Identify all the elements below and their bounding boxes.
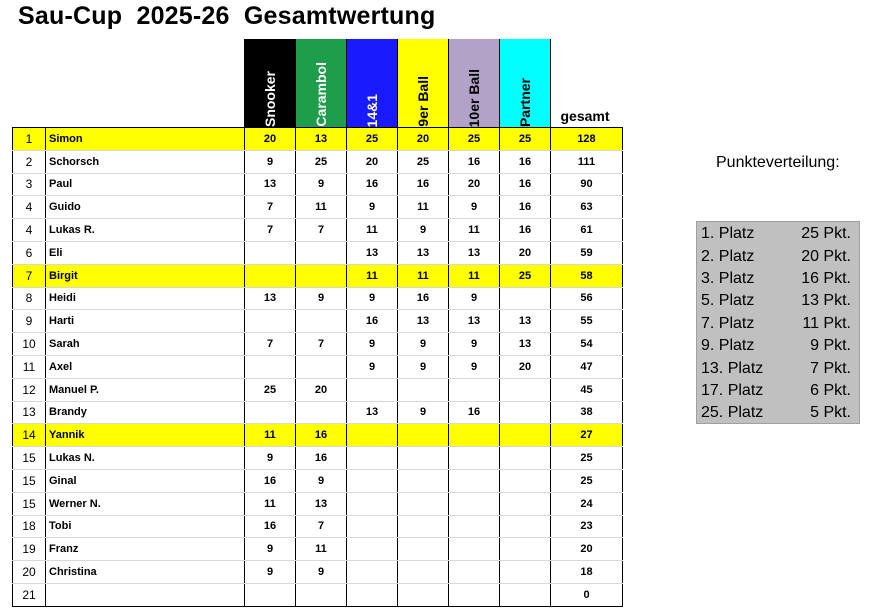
score-cell: 25: [449, 128, 500, 151]
player-name-cell: Christina: [46, 561, 245, 584]
table-row: [13, 401, 623, 424]
score-cell: [245, 264, 296, 287]
rank-cell: 8: [13, 287, 46, 310]
player-name-cell: Ginal: [46, 469, 245, 492]
score-cell: 13: [245, 287, 296, 310]
table-row: [13, 310, 623, 333]
total-cell: 47: [551, 355, 623, 378]
score-cell: 20: [296, 378, 347, 401]
total-cell: 61: [551, 219, 623, 242]
rank-cell: 15: [13, 492, 46, 515]
score-cell: 16: [398, 287, 449, 310]
rank-cell: 6: [13, 241, 46, 264]
score-cell: [245, 241, 296, 264]
rank-cell: 11: [13, 355, 46, 378]
column-header-label: 14&1: [364, 93, 380, 127]
points-value: 25 Pkt.: [801, 225, 851, 243]
player-name-cell: Heidi: [46, 287, 245, 310]
rank-cell: 15: [13, 447, 46, 470]
points-value: 13 Pkt.: [801, 292, 851, 310]
player-name-cell: Lukas N.: [46, 447, 245, 470]
score-cell: 25: [347, 128, 398, 151]
score-cell: 9: [296, 287, 347, 310]
score-cell: 9: [296, 469, 347, 492]
column-header-2: [295, 39, 346, 127]
score-cell: [500, 492, 551, 515]
score-cell: 9: [347, 333, 398, 356]
player-name-cell: Yannik: [46, 424, 245, 447]
score-cell: 13: [500, 333, 551, 356]
player-name-cell: Eli: [46, 241, 245, 264]
column-header-4: [397, 39, 448, 127]
score-cell: 11: [245, 492, 296, 515]
score-cell: [398, 447, 449, 470]
score-cell: 9: [245, 447, 296, 470]
rank-cell: 2: [13, 150, 46, 173]
player-name-cell: Werner N.: [46, 492, 245, 515]
player-name-cell: Brandy: [46, 401, 245, 424]
points-row: [697, 380, 859, 402]
table-row: [13, 128, 623, 151]
score-cell: 11: [398, 196, 449, 219]
score-cell: 9: [449, 287, 500, 310]
score-cell: [449, 424, 500, 447]
points-value: 20 Pkt.: [801, 247, 851, 265]
player-name-cell: Paul: [46, 173, 245, 196]
score-cell: 11: [449, 264, 500, 287]
total-cell: 128: [551, 128, 623, 151]
place-label: 9. Platz: [701, 337, 755, 355]
score-cell: 13: [449, 310, 500, 333]
score-cell: 13: [398, 310, 449, 333]
place-label: 13. Platz: [701, 359, 764, 377]
points-value: 9 Pkt.: [810, 337, 851, 355]
score-cell: 13: [347, 241, 398, 264]
score-cell: 20: [500, 241, 551, 264]
column-header-label: Carambol: [313, 62, 329, 127]
score-cell: [500, 515, 551, 538]
score-cell: 9: [245, 561, 296, 584]
score-cell: 9: [245, 150, 296, 173]
table-row: [13, 264, 623, 287]
points-row: [697, 223, 859, 245]
score-cell: [296, 583, 347, 606]
score-cell: [296, 264, 347, 287]
score-cell: 9: [347, 196, 398, 219]
score-cell: 9: [449, 333, 500, 356]
player-name-cell: Schorsch: [46, 150, 245, 173]
rank-cell: 18: [13, 515, 46, 538]
rank-cell: 4: [13, 196, 46, 219]
points-distribution-box: [696, 221, 860, 424]
points-value: 6 Pkt.: [810, 381, 851, 399]
score-cell: [500, 447, 551, 470]
points-row: [697, 245, 859, 267]
player-name-cell: Guido: [46, 196, 245, 219]
table-row: [13, 173, 623, 196]
points-row: [697, 268, 859, 290]
rank-cell: 12: [13, 378, 46, 401]
score-cell: 16: [347, 310, 398, 333]
points-value: 16 Pkt.: [801, 269, 851, 287]
score-cell: [500, 469, 551, 492]
points-row: [697, 313, 859, 335]
player-name-cell: Sarah: [46, 333, 245, 356]
rank-cell: 15: [13, 469, 46, 492]
rank-cell: 3: [13, 173, 46, 196]
score-cell: 9: [398, 355, 449, 378]
score-cell: 25: [398, 150, 449, 173]
score-cell: 9: [449, 196, 500, 219]
player-name-cell: Birgit: [46, 264, 245, 287]
table-row: [13, 196, 623, 219]
player-name-cell: Tobi: [46, 515, 245, 538]
score-cell: [500, 538, 551, 561]
column-header-label: 9er Ball: [415, 76, 431, 127]
score-cell: 9: [347, 287, 398, 310]
rank-cell: 9: [13, 310, 46, 333]
rank-cell: 4: [13, 219, 46, 242]
total-cell: 59: [551, 241, 623, 264]
score-cell: [449, 469, 500, 492]
score-cell: [398, 492, 449, 515]
points-row: [697, 357, 859, 379]
table-row: [13, 469, 623, 492]
table-row: [13, 583, 623, 606]
score-cell: 16: [398, 173, 449, 196]
score-cell: 13: [449, 241, 500, 264]
score-cell: 25: [245, 378, 296, 401]
total-cell: 56: [551, 287, 623, 310]
score-cell: [500, 287, 551, 310]
score-cell: [347, 378, 398, 401]
points-row: [697, 402, 859, 424]
score-cell: 7: [296, 515, 347, 538]
score-cell: [296, 241, 347, 264]
place-label: 17. Platz: [701, 381, 764, 399]
table-row: [13, 515, 623, 538]
score-cell: 20: [398, 128, 449, 151]
score-cell: [449, 378, 500, 401]
total-cell: 38: [551, 401, 623, 424]
table-row: [13, 355, 623, 378]
column-header-6: [499, 39, 551, 127]
score-cell: 11: [449, 219, 500, 242]
rank-cell: 1: [13, 128, 46, 151]
score-cell: 13: [398, 241, 449, 264]
points-row: [697, 335, 859, 357]
ranking-table: [12, 127, 623, 607]
total-cell: 24: [551, 492, 623, 515]
score-cell: [347, 583, 398, 606]
score-cell: 20: [449, 173, 500, 196]
column-header-label: Partner: [517, 77, 533, 127]
points-row: [697, 290, 859, 312]
total-cell: 23: [551, 515, 623, 538]
score-cell: [449, 561, 500, 584]
table-row: [13, 241, 623, 264]
score-cell: [347, 447, 398, 470]
score-cell: 25: [500, 128, 551, 151]
table-row: [13, 424, 623, 447]
player-name-cell: Axel: [46, 355, 245, 378]
rank-cell: 10: [13, 333, 46, 356]
points-value: 11 Pkt.: [802, 314, 851, 332]
score-cell: 16: [500, 173, 551, 196]
score-cell: 7: [245, 196, 296, 219]
score-cell: 20: [347, 150, 398, 173]
place-label: 2. Platz: [701, 247, 755, 265]
score-cell: 20: [500, 355, 551, 378]
score-cell: 16: [296, 447, 347, 470]
score-cell: 16: [449, 150, 500, 173]
score-cell: 9: [398, 219, 449, 242]
place-label: 3. Platz: [701, 269, 755, 287]
player-name-cell: Harti: [46, 310, 245, 333]
score-cell: 7: [245, 219, 296, 242]
score-cell: [398, 424, 449, 447]
table-row: [13, 492, 623, 515]
score-cell: [449, 538, 500, 561]
table-row: [13, 287, 623, 310]
player-name-cell: Manuel P.: [46, 378, 245, 401]
score-cell: 13: [500, 310, 551, 333]
score-cell: 9: [347, 355, 398, 378]
points-value: 5 Pkt.: [810, 404, 851, 422]
place-label: 1. Platz: [701, 225, 755, 243]
player-name-cell: Franz: [46, 538, 245, 561]
score-cell: [398, 515, 449, 538]
score-cell: 7: [245, 333, 296, 356]
score-cell: [500, 424, 551, 447]
total-cell: 0: [551, 583, 623, 606]
score-cell: 25: [296, 150, 347, 173]
rank-cell: 19: [13, 538, 46, 561]
score-cell: 16: [500, 150, 551, 173]
score-cell: 11: [296, 196, 347, 219]
column-header-label: Snooker: [262, 70, 278, 127]
score-cell: 16: [500, 196, 551, 219]
rank-cell: 14: [13, 424, 46, 447]
total-cell: 58: [551, 264, 623, 287]
rank-cell: 21: [13, 583, 46, 606]
score-cell: [449, 515, 500, 538]
player-name-cell: Lukas R.: [46, 219, 245, 242]
score-cell: [398, 469, 449, 492]
score-cell: 16: [296, 424, 347, 447]
rank-cell: 13: [13, 401, 46, 424]
score-cell: [347, 515, 398, 538]
total-cell: 63: [551, 196, 623, 219]
column-header-label: 10er Ball: [466, 68, 482, 127]
score-cell: [245, 310, 296, 333]
total-cell: 20: [551, 538, 623, 561]
score-cell: [449, 447, 500, 470]
score-cell: [245, 401, 296, 424]
score-cell: 20: [245, 128, 296, 151]
points-value: 7 Pkt.: [810, 359, 851, 377]
score-cell: [245, 355, 296, 378]
score-cell: [500, 401, 551, 424]
score-cell: 13: [296, 492, 347, 515]
score-cell: 9: [398, 333, 449, 356]
score-cell: [500, 561, 551, 584]
score-cell: 7: [296, 219, 347, 242]
score-cell: [245, 583, 296, 606]
score-cell: [347, 492, 398, 515]
total-cell: 55: [551, 310, 623, 333]
total-cell: 90: [551, 173, 623, 196]
score-cell: 13: [245, 173, 296, 196]
total-cell: 45: [551, 378, 623, 401]
score-cell: 11: [398, 264, 449, 287]
score-cell: [398, 583, 449, 606]
column-header-5: [448, 39, 499, 127]
column-header-1: [244, 39, 295, 127]
place-label: 25. Platz: [701, 404, 764, 422]
place-label: 5. Platz: [701, 292, 755, 310]
points-heading: Punkteverteilung:: [716, 154, 840, 171]
rank-cell: 7: [13, 264, 46, 287]
player-name-cell: Simon: [46, 128, 245, 151]
total-cell: 25: [551, 447, 623, 470]
score-cell: [449, 492, 500, 515]
table-row: [13, 447, 623, 470]
total-cell: 25: [551, 469, 623, 492]
table-row: [13, 561, 623, 584]
score-cell: 16: [500, 219, 551, 242]
score-cell: 11: [347, 219, 398, 242]
table-row: [13, 538, 623, 561]
place-label: 7. Platz: [701, 314, 755, 332]
player-name-cell: [46, 583, 245, 606]
score-cell: [296, 310, 347, 333]
score-cell: 13: [347, 401, 398, 424]
score-cell: 25: [500, 264, 551, 287]
score-cell: [347, 561, 398, 584]
page-title: Sau-Cup 2025-26 Gesamtwertung: [18, 2, 436, 30]
score-cell: [296, 355, 347, 378]
score-cell: 9: [398, 401, 449, 424]
score-cell: 16: [347, 173, 398, 196]
total-cell: 18: [551, 561, 623, 584]
column-header-3: [346, 39, 397, 127]
table-row: [13, 378, 623, 401]
score-cell: [449, 583, 500, 606]
score-cell: [500, 378, 551, 401]
score-cell: 16: [245, 469, 296, 492]
score-cell: [296, 401, 347, 424]
table-row: [13, 150, 623, 173]
score-cell: 9: [449, 355, 500, 378]
score-cell: 11: [296, 538, 347, 561]
score-cell: [500, 583, 551, 606]
score-cell: 11: [245, 424, 296, 447]
score-cell: 13: [296, 128, 347, 151]
table-row: [13, 333, 623, 356]
score-cell: [398, 378, 449, 401]
score-cell: [347, 538, 398, 561]
score-cell: 9: [245, 538, 296, 561]
score-cell: [398, 538, 449, 561]
score-cell: 9: [296, 561, 347, 584]
score-cell: 11: [347, 264, 398, 287]
score-cell: 16: [449, 401, 500, 424]
table-row: [13, 219, 623, 242]
score-cell: [347, 424, 398, 447]
score-cell: [347, 469, 398, 492]
score-cell: 7: [296, 333, 347, 356]
score-cell: 9: [296, 173, 347, 196]
rank-cell: 20: [13, 561, 46, 584]
score-cell: 16: [245, 515, 296, 538]
total-column-header: gesamt: [560, 108, 610, 124]
total-cell: 111: [551, 150, 623, 173]
total-cell: 54: [551, 333, 623, 356]
total-cell: 27: [551, 424, 623, 447]
score-cell: [398, 561, 449, 584]
